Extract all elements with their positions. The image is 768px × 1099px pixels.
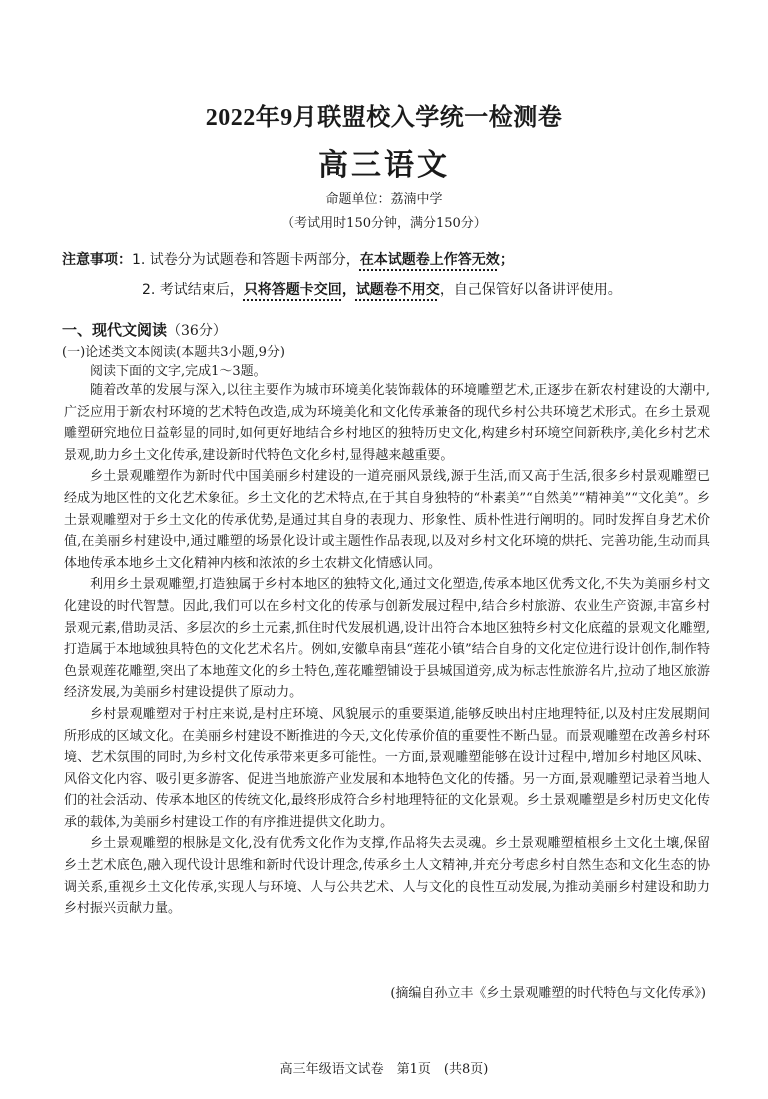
section-score: （36分） (167, 323, 227, 339)
notes-label: 注意事项： (62, 252, 132, 268)
passage-source: (摘编自孙立丰《乡土景观雕塑的时代特色与文化传承》) (390, 986, 706, 1001)
note-line-2 (62, 280, 722, 310)
section-heading (62, 319, 227, 340)
note2-comma: ， (341, 282, 356, 298)
passage-body (64, 380, 710, 920)
section-title: 一、现代文阅读 (62, 321, 168, 339)
subsection-heading: (一)论述类文本阅读(本题共3小题,9分) (62, 345, 285, 360)
passage-paragraph: 乡土景观雕塑作为新时代中国美丽乡村建设的一道亮丽风景线,源于生活,而又高于生活,很多乡村景观雕塑已经成为地区性的文化艺术象征。乡土文化的艺术特点,在于其自身独特的“朴素美”“自然美”“精神美”“文化美”。乡土景观雕塑对于乡土文化的传承优势,是通过其自身的表现力、形象性、质朴性进行阐明的。同时发挥自身艺术价值,在美丽乡村建设中,通过雕塑的场景化设计或主题性作品表现,以及对乡村文化环境的烘托、完善功能,生动而具体地传承本地乡土文化精神内核和浓浓的乡土农耕文化情感认同。 (64, 469, 710, 571)
note1-emphasis: 在本试题卷上作答无效 (359, 252, 500, 268)
note2-emphasis-2: 试题卷不用交 (355, 282, 440, 298)
note2-emphasis-1: 只将答题卡交回 (243, 282, 342, 298)
exam-unit: 命题单位：荔湳中学 (325, 192, 443, 207)
passage-paragraph: 随着改革的发展与深入,以往主要作为城市环境美化装饰载体的环境雕塑艺术,正逐步在新农村建设的大潮中,广泛应用于新农村环境的艺术特色改造,成为环境美化和文化传承兼备的现代乡村公共环境艺术形式。在乡土景观雕塑研究地位日益彰显的同时,如何更好地结合乡村地区的独特历史文化,构建乡村环境空间新秩序,美化乡村艺术景观,助力乡土文化传承,建设新时代特色文化乡村,显得越来越重要。 (64, 383, 710, 463)
exam-time-info: （考试用时150分钟，满分150分） (281, 216, 487, 231)
page-footer: 高三年级语文试卷 第1页 (共8页) (279, 1062, 489, 1077)
reading-instruction: 阅读下面的文字,完成1～3题。 (90, 364, 267, 379)
note1-text: 1. 试卷分为试题卷和答题卡两部分， (132, 252, 360, 268)
notes-block (62, 250, 722, 310)
exam-subject: 高三语文 (318, 148, 450, 183)
note2-text: 2. 考试结束后， (142, 282, 244, 298)
note-line-1 (62, 250, 722, 280)
passage-paragraph: 乡土景观雕塑的根脉是文化,没有优秀文化作为支撑,作品将失去灵魂。乡土景观雕塑植根乡土文化土壤,保留乡土艺术底色,融入现代设计思维和新时代设计理念,传承乡土人文精神,并充分考虑乡村自然生态和文化生态的协调关系,重视乡土文化传承,实现人与环境、人与公共艺术、人与文化的良性互动发展,为推动美丽乡村建设和助力乡村振兴贡献力量。 (64, 836, 710, 917)
passage-paragraph: 乡村景观雕塑对于村庄来说,是村庄环境、风貌展示的重要渠道,能够反映出村庄地理特征,以及村庄发展期间所形成的区域文化。在美丽乡村建设不断推进的今天,文化传承价值的重要性不断凸显。而景观雕塑在改善乡村环境、艺术氛围的同时,为乡村文化传承带来更多可能性。一方面,景观雕塑能够在设计过程中,增加乡村地区风味、风俗文化内容、吸引更多游客、促进当地旅游产业发展和本地特色文化的传播。另一方面,景观雕塑记录着当地人们的社会活动、传承本地区的传统文化,最终形成符合乡村地理特征的文化景观。乡土景观雕塑是乡村历史文化传承的载体,为美丽乡村建设工作的有序推进提供文化助力。 (64, 706, 710, 830)
note1-end: ； (499, 252, 514, 268)
exam-title: 2022年9月联盟校入学统一检测卷 (205, 105, 563, 131)
note2-end: ，自己保管好以备讲评使用。 (439, 282, 622, 298)
passage-paragraph: 利用乡土景观雕塑,打造独属于乡村本地区的独特文化,通过文化塑造,传承本地区优秀文化,不失为美丽乡村文化建设的时代智慧。因此,我们可以在乡村文化的传承与创新发展过程中,结合乡村旅游、农业生产资源,丰富乡村景观元素,借助灵活、多层次的乡土元素,抓住时代发展机遇,设计出符合本地区独特乡村文化底蕴的景观文化雕塑,打造属于本地域独具特色的文化艺术名片。例如,安徽阜南县“莲花小镇”结合自身的文化定位进行设计创作,制作特色景观莲花雕塑,突出了本地莲文化的乡土特色,莲花雕塑铺设于县城国道旁,成为标志性旅游名片,拉动了地区旅游经济发展,为美丽乡村建设提供了原动力。 (64, 577, 710, 701)
